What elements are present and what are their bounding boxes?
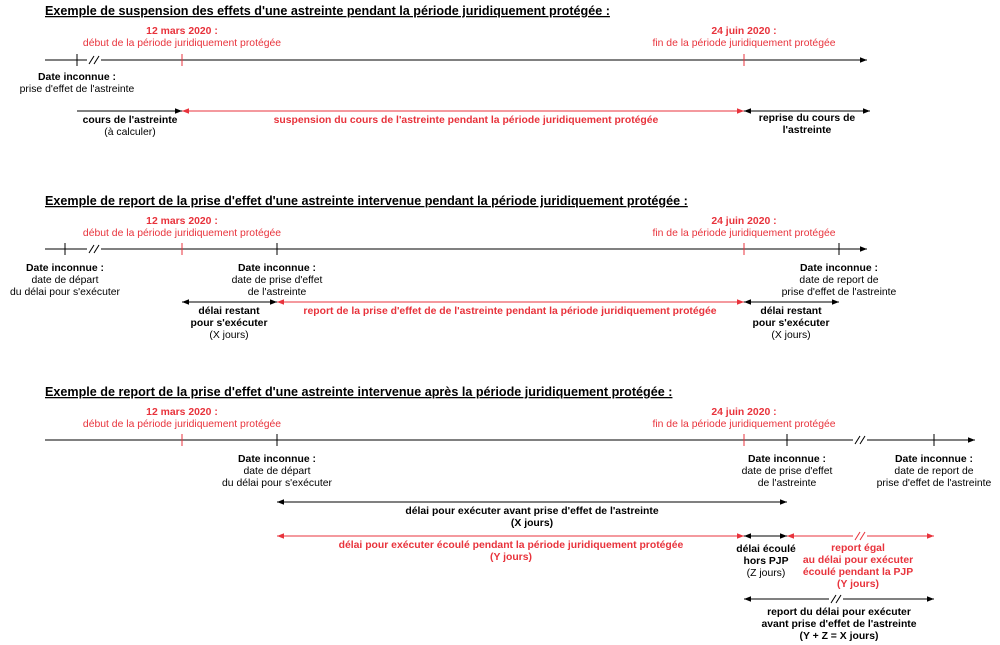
delai-total-label-1: délai pour exécuter avant prise d'effet de l'astreinte — [405, 506, 659, 517]
delai-left-label-1: délai restant — [198, 306, 260, 317]
cours-sublabel: (à calculer) — [104, 127, 156, 138]
delai-hors-pjp-label-3: (Z jours) — [746, 568, 786, 579]
prise-effet-label: Date inconnue : — [748, 454, 826, 465]
report-date-label: Date inconnue : — [800, 263, 878, 274]
reprise-label-1: reprise du cours de — [758, 113, 856, 124]
report-date-label: Date inconnue : — [895, 454, 973, 465]
section-1-title: Exemple de suspension des effets d'une astreinte pendant la période juridiquement protégée : — [45, 4, 610, 18]
start-date-desc: début de la période juridiquement protégée — [82, 419, 282, 430]
prise-effet-label: Date inconnue : — [238, 263, 316, 274]
axis-break-mark — [87, 244, 101, 254]
section-3-title: Exemple de report de la prise d'effet d'une astreinte intervenue après la période juridiquement protégée : — [45, 385, 673, 399]
end-date-desc: fin de la période juridiquement protégée — [652, 419, 836, 430]
delai-ecoule-pjp-label-2: (Y jours) — [490, 552, 532, 563]
report-egal-label-1: report égal — [831, 543, 885, 554]
break-mark-report-egal — [853, 531, 867, 541]
report-delai-label-1: report du délai pour exécuter — [767, 607, 911, 618]
depart-desc-1: date de départ — [31, 275, 99, 286]
report-date-desc-1: date de report de — [799, 275, 879, 286]
delai-hors-pjp-label-2: hors PJP — [743, 556, 789, 567]
end-date-desc: fin de la période juridiquement protégée — [652, 38, 836, 49]
section-report-apres — [45, 385, 992, 642]
report-delai-label-3: (Y + Z = X jours) — [799, 631, 879, 642]
prise-effet-desc-1: date de prise d'effet — [741, 466, 833, 477]
delai-left-label-2: pour s'exécuter — [190, 318, 268, 329]
axis-break-mark — [87, 55, 101, 65]
start-date-desc: début de la période juridiquement protégée — [82, 38, 282, 49]
section-suspension — [20, 4, 870, 138]
suspension-label: suspension du cours de l'astreinte pendant la période juridiquement protégée — [273, 115, 659, 126]
break-mark-report-delai — [829, 594, 843, 604]
section-2-title: Exemple de report de la prise d'effet d'une astreinte intervenue pendant la période juridiquement protégée : — [45, 194, 688, 208]
delai-total-label-2: (X jours) — [510, 518, 554, 529]
delai-right-label-3: (X jours) — [771, 330, 811, 341]
end-date-label: 24 juin 2020 : — [711, 216, 777, 227]
prise-effet-desc-2: de l'astreinte — [757, 478, 817, 489]
prise-effet-desc-1: date de prise d'effet — [231, 275, 323, 286]
depart-desc-2: du délai pour s'exécuter — [222, 478, 332, 489]
report-label: report de la prise d'effet de de l'astreinte pendant la période juridiquement protégée — [303, 306, 717, 317]
end-date-label: 24 juin 2020 : — [711, 407, 777, 418]
delai-ecoule-pjp-label-1: délai pour exécuter écoulé pendant la période juridiquement protégée — [338, 540, 684, 551]
section-report-pendant — [10, 194, 897, 341]
depart-desc-1: date de départ — [243, 466, 311, 477]
start-date-label: 12 mars 2020 : — [146, 407, 218, 418]
prise-effet-desc-2: de l'astreinte — [247, 287, 307, 298]
end-date-label: 24 juin 2020 : — [711, 26, 777, 37]
report-date-desc-2: prise d'effet de l'astreinte — [781, 287, 897, 298]
cours-label: cours de l'astreinte — [82, 115, 178, 126]
report-egal-label-2: au délai pour exécuter — [802, 555, 914, 566]
delai-left-label-3: (X jours) — [209, 330, 249, 341]
report-date-desc-2: prise d'effet de l'astreinte — [876, 478, 992, 489]
depart-label: Date inconnue : — [26, 263, 104, 274]
axis-break-mark — [853, 435, 867, 445]
report-date-desc-1: date de report de — [894, 466, 974, 477]
start-date-desc: début de la période juridiquement protégée — [82, 228, 282, 239]
end-date-desc: fin de la période juridiquement protégée — [652, 228, 836, 239]
report-egal-label-3: écoulé pendant la PJP — [802, 567, 914, 578]
depart-label: Date inconnue : — [238, 454, 316, 465]
delai-right-label-1: délai restant — [760, 306, 822, 317]
delai-hors-pjp-label-1: délai écoulé — [736, 544, 796, 555]
report-delai-label-2: avant prise d'effet de l'astreinte — [761, 619, 917, 630]
start-date-label: 12 mars 2020 : — [146, 216, 218, 227]
start-date-label: 12 mars 2020 : — [146, 26, 218, 37]
delai-right-label-2: pour s'exécuter — [752, 318, 830, 329]
unknown-date-desc: prise d'effet de l'astreinte — [19, 84, 135, 95]
report-egal-label-4: (Y jours) — [837, 579, 879, 590]
depart-desc-2: du délai pour s'exécuter — [10, 287, 120, 298]
unknown-date-label: Date inconnue : — [38, 72, 116, 83]
reprise-label-2: l'astreinte — [782, 125, 832, 136]
